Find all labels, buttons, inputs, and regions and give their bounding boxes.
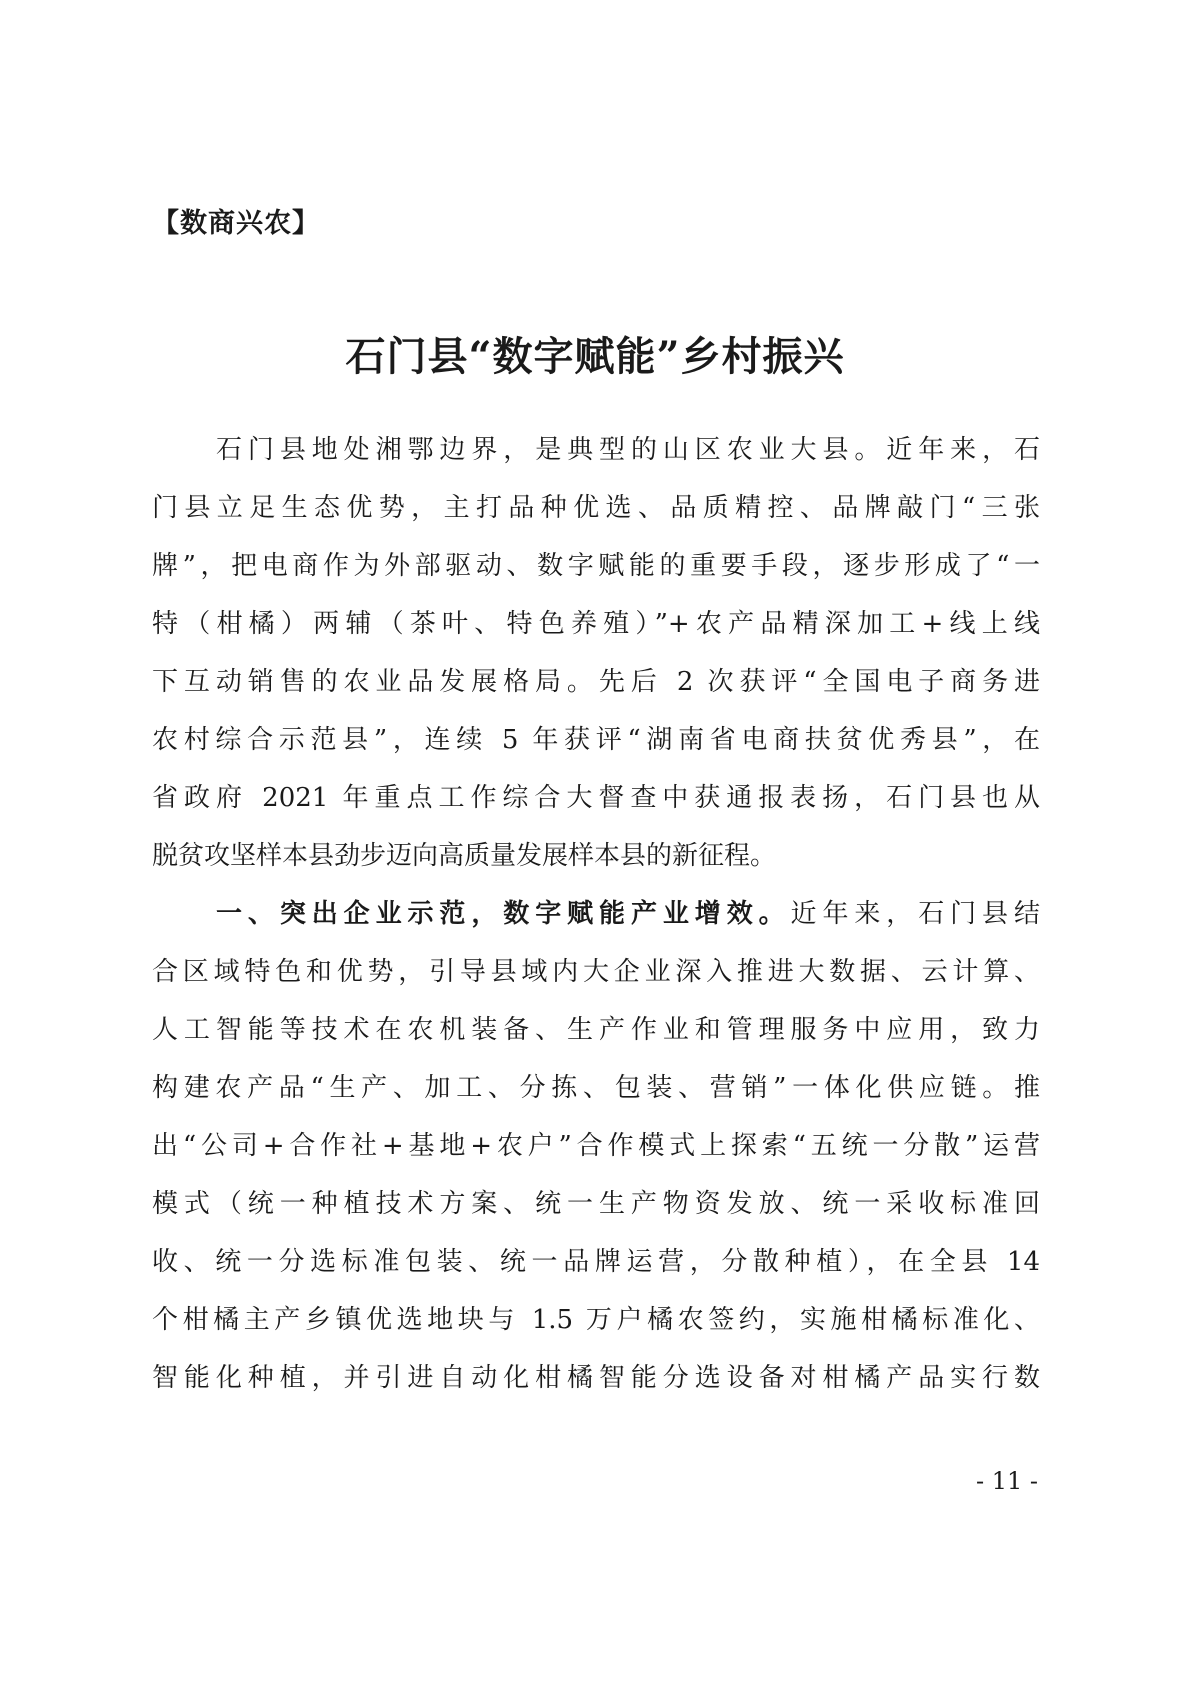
section-heading: 一、突出企业示范，数字赋能产业增效。 (216, 899, 791, 929)
page-title: 石门县“数字赋能”乡村振兴 (345, 333, 845, 380)
text-line: 智能化种植，并引进自动化柑橘智能分选设备对柑橘产品实行数 (152, 1363, 1040, 1393)
text-segment: 近年来，石门县结 (790, 899, 1040, 929)
paragraph-section-one (152, 885, 1040, 1407)
text-line: 省政府 2021 年重点工作综合大督查中获通报表扬，石门县也从 (152, 783, 1040, 813)
text-line: 牌”，把电商作为外部驱动、数字赋能的重要手段，逐步形成了“一 (152, 551, 1040, 581)
text-line: 收、统一分选标准包装、统一品牌运营，分散种植），在全县 14 (152, 1247, 1040, 1277)
paragraph-intro (152, 421, 1040, 885)
page-number: - 11 - (975, 1467, 1038, 1495)
section-tag: 【数商兴农】 (152, 208, 320, 239)
text-line: 出“公司+合作社+基地+农户”合作模式上探索“五统一分散”运营 (152, 1131, 1040, 1161)
text-line: 构建农产品“生产、加工、分拣、包装、营销”一体化供应链。推 (152, 1073, 1040, 1103)
text-line: 人工智能等技术在农机装备、生产作业和管理服务中应用，致力 (152, 1015, 1040, 1045)
text-line: 合区域特色和优势，引导县域内大企业深入推进大数据、云计算、 (152, 957, 1040, 987)
text-line (152, 885, 1040, 943)
text-line: 门县立足生态优势，主打品种优选、品质精控、品牌敲门“三张 (152, 493, 1040, 523)
text-line: 石门县地处湘鄂边界，是典型的山区农业大县。近年来，石 (216, 435, 1040, 465)
text-line: 模式（统一种植技术方案、统一生产物资发放、统一采收标准回 (152, 1189, 1040, 1219)
text-line: 农村综合示范县”，连续 5 年获评“湖南省电商扶贫优秀县”，在 (152, 725, 1040, 755)
text-line: 个柑橘主产乡镇优选地块与 1.5 万户橘农签约，实施柑橘标准化、 (152, 1305, 1040, 1335)
text-line: 脱贫攻坚样本县劲步迈向高质量发展样本县的新征程。 (152, 841, 777, 871)
text-line: 下互动销售的农业品发展格局。先后 2 次获评“全国电子商务进 (152, 667, 1040, 697)
text-line: 特（柑橘）两辅（茶叶、特色养殖）”+农产品精深加工+线上线 (152, 609, 1040, 639)
